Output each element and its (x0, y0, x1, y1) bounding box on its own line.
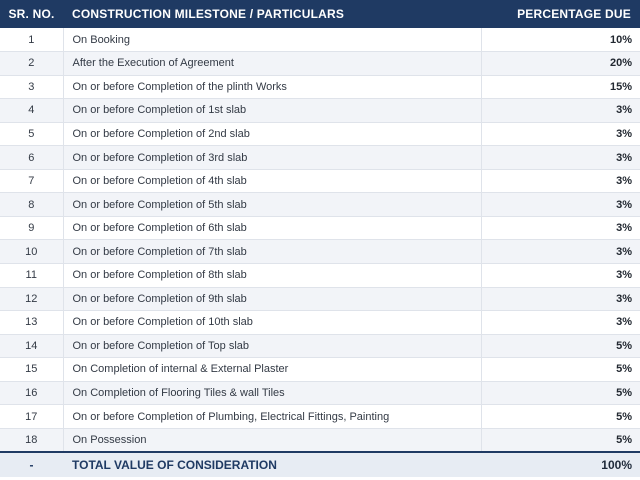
row-particulars: On Completion of Flooring Tiles & wall Tiles (63, 381, 481, 405)
row-sr-no: 1 (0, 28, 63, 52)
row-particulars: On or before Completion of 9th slab (63, 287, 481, 311)
row-percentage: 3% (481, 263, 640, 287)
table-row (0, 287, 640, 311)
row-particulars: On Possession (63, 428, 481, 452)
row-sr-no: 9 (0, 216, 63, 240)
row-particulars: On or before Completion of 8th slab (63, 263, 481, 287)
row-sr-no: 7 (0, 169, 63, 193)
row-particulars: On Booking (63, 28, 481, 52)
total-row (0, 452, 640, 477)
row-particulars: On or before Completion of Plumbing, Electrical Fittings, Painting (63, 405, 481, 429)
row-particulars: On or before Completion of Top slab (63, 334, 481, 358)
row-particulars: On or before Completion of 10th slab (63, 311, 481, 335)
row-percentage: 3% (481, 216, 640, 240)
row-percentage: 3% (481, 240, 640, 264)
row-percentage: 3% (481, 99, 640, 123)
row-particulars: On Completion of internal & External Plaster (63, 358, 481, 382)
table-footer (0, 452, 640, 477)
header-row (0, 0, 640, 28)
row-percentage: 3% (481, 193, 640, 217)
table-row (0, 193, 640, 217)
row-particulars: On or before Completion of 2nd slab (63, 122, 481, 146)
table-row (0, 405, 640, 429)
row-sr-no: 17 (0, 405, 63, 429)
table-row (0, 99, 640, 123)
table-row (0, 263, 640, 287)
total-percentage: 100% (481, 452, 640, 477)
header-percentage-due: PERCENTAGE DUE (517, 7, 631, 21)
table-row (0, 311, 640, 335)
table-row (0, 169, 640, 193)
header-particulars: CONSTRUCTION MILESTONE / PARTICULARS (72, 7, 345, 21)
row-sr-no: 14 (0, 334, 63, 358)
row-particulars: On or before Completion of 6th slab (63, 216, 481, 240)
table-row (0, 428, 640, 452)
row-percentage: 3% (481, 287, 640, 311)
row-sr-no: 3 (0, 75, 63, 99)
row-sr-no: 11 (0, 263, 63, 287)
table-row (0, 146, 640, 170)
row-percentage: 10% (481, 28, 640, 52)
table-row (0, 216, 640, 240)
row-particulars: On or before Completion of 3rd slab (63, 146, 481, 170)
table-row (0, 358, 640, 382)
row-percentage: 3% (481, 169, 640, 193)
row-sr-no: 6 (0, 146, 63, 170)
row-sr-no: 8 (0, 193, 63, 217)
row-particulars: On or before Completion of 1st slab (63, 99, 481, 123)
table-row (0, 75, 640, 99)
row-percentage: 20% (481, 52, 640, 76)
row-particulars: On or before Completion of 5th slab (63, 193, 481, 217)
table-body (0, 28, 640, 452)
table-row (0, 240, 640, 264)
table-row (0, 122, 640, 146)
row-sr-no: 2 (0, 52, 63, 76)
row-particulars: On or before Completion of the plinth Works (63, 75, 481, 99)
table-row (0, 334, 640, 358)
header-sr-no: SR. NO. (8, 7, 55, 21)
row-sr-no: 18 (0, 428, 63, 452)
row-particulars: After the Execution of Agreement (63, 52, 481, 76)
row-sr-no: 5 (0, 122, 63, 146)
row-sr-no: 15 (0, 358, 63, 382)
row-particulars: On or before Completion of 4th slab (63, 169, 481, 193)
total-label: TOTAL VALUE OF CONSIDERATION (63, 452, 481, 477)
row-percentage: 5% (481, 381, 640, 405)
row-percentage: 5% (481, 358, 640, 382)
row-sr-no: 10 (0, 240, 63, 264)
row-percentage: 5% (481, 334, 640, 358)
row-percentage: 3% (481, 146, 640, 170)
table-row (0, 28, 640, 52)
row-percentage: 3% (481, 311, 640, 335)
row-sr-no: 13 (0, 311, 63, 335)
row-percentage: 5% (481, 428, 640, 452)
table-row (0, 52, 640, 76)
total-sr: - (0, 452, 63, 477)
row-sr-no: 16 (0, 381, 63, 405)
table-header (0, 0, 640, 28)
row-particulars: On or before Completion of 7th slab (63, 240, 481, 264)
row-sr-no: 4 (0, 99, 63, 123)
row-percentage: 3% (481, 122, 640, 146)
row-percentage: 15% (481, 75, 640, 99)
table-row (0, 381, 640, 405)
row-sr-no: 12 (0, 287, 63, 311)
row-percentage: 5% (481, 405, 640, 429)
